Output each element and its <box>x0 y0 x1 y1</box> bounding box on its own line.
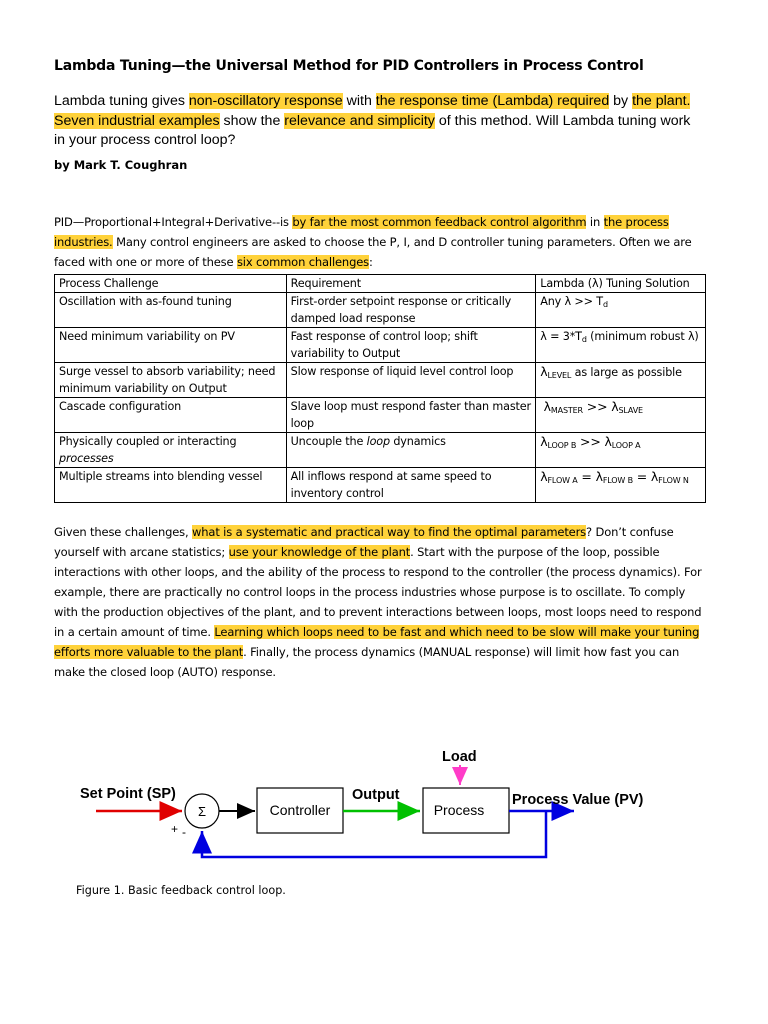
solution-subscript: FLOW A <box>547 476 578 485</box>
requirement-cell: Fast response of control loop; shift variability to Output <box>286 328 536 363</box>
intro-text-3: by <box>609 93 633 109</box>
challenges-paragraph <box>54 522 710 682</box>
table-row <box>55 433 706 468</box>
intro-text-6: of this method. Will Lambda tuning work in your process control loop? <box>54 112 691 148</box>
table-row <box>55 328 706 363</box>
intro-highlight-2: the response time (Lambda) required <box>375 93 610 109</box>
requirement-cell: All inflows respond at same speed to inventory control <box>286 468 536 503</box>
process-value-label: Process Value (PV) <box>512 792 644 808</box>
plus-sign: + <box>171 822 179 836</box>
requirement-cell: Slave loop must respond faster than master loop <box>286 398 536 433</box>
challenge-cell: Need minimum variability on PV <box>55 328 287 363</box>
solution-subscript: d <box>602 300 608 309</box>
requirement-cell: Slow response of liquid level control loop <box>286 363 536 398</box>
solution-subscript: FLOW B <box>602 476 633 485</box>
para1-text-3: Many control engineers are asked to choose the P, I, and D controller tuning parameters. Often we are faced with one or more of these <box>54 235 692 269</box>
para2-text-3: . Start with the purpose of the loop, possible interactions with other loops, and the ability of the process to respond to the controller (the process dynamics). For example, there are practically no control loops in the process industries whose purpose is to oscillate. To comply with the production objectives of the plant, and to prevent interactions between loops, most loops need to respond in a certain amount of time. <box>54 545 702 639</box>
para2-text-4: . Finally, the process dynamics (MANUAL response) will limit how fast you can make the closed loop (AUTO) response. <box>54 645 680 679</box>
table-row <box>55 363 706 398</box>
solution-subscript: MASTER <box>550 406 583 415</box>
solution-text: >> λ <box>576 434 612 449</box>
solution-subscript: LOOP B <box>547 441 577 450</box>
solution-text: = λ <box>577 469 603 484</box>
solution-cell <box>536 328 706 363</box>
feedback-loop-diagram <box>54 740 674 870</box>
requirement-text: Uncouple the <box>290 435 367 448</box>
para2-text-1: Given these challenges, <box>54 525 193 539</box>
para1-text-1: PID—Proportional+Integral+Derivative--is <box>54 215 293 229</box>
pid-paragraph <box>54 212 710 272</box>
intro-highlight-3: the plant. <box>632 93 691 109</box>
challenge-cell <box>55 433 287 468</box>
controller-label: Controller <box>269 802 331 818</box>
solution-cell <box>536 363 706 398</box>
figure-caption: Figure 1. Basic feedback control loop. <box>76 884 286 897</box>
lambda-symbol: λ <box>543 399 551 414</box>
load-label: Load <box>442 749 477 765</box>
requirement-text: dynamics <box>389 435 446 448</box>
table-row <box>55 398 706 433</box>
requirement-cell <box>286 433 536 468</box>
solution-text: (minimum robust λ) <box>586 330 699 343</box>
para2-highlight-3: Learning which loops need to be fast and which need to be slow will make your tuning efforts more valuable to the plant <box>54 625 700 659</box>
header-lambda-solution: Lambda (λ) Tuning Solution <box>536 275 706 293</box>
table-row <box>55 293 706 328</box>
table-header-row <box>55 275 706 293</box>
lambda-symbol: λ <box>540 469 548 484</box>
solution-text: >> λ <box>582 399 619 414</box>
intro-highlight-4: Seven industrial examples <box>54 112 220 129</box>
setpoint-label: Set Point (SP) <box>80 786 176 802</box>
para2-highlight-2: use your knowledge of the plant <box>228 545 411 559</box>
lambda-symbol: λ <box>540 434 548 449</box>
sum-symbol: Σ <box>197 804 207 819</box>
para1-highlight-1: by far the most common feedback control algorithm <box>292 215 587 229</box>
intro-highlight-1: non-oscillatory response <box>188 93 343 109</box>
challenge-cell: Multiple streams into blending vessel <box>55 468 287 503</box>
solution-cell <box>536 293 706 328</box>
challenge-cell: Cascade configuration <box>55 398 287 433</box>
solution-text: as large as possible <box>571 366 682 379</box>
solution-subscript: d <box>581 335 587 344</box>
solution-cell <box>536 468 706 503</box>
lambda-symbol: λ <box>540 364 548 379</box>
article-title: Lambda Tuning—the Universal Method for PID Controllers in Process Control <box>54 58 644 74</box>
para1-text-4: : <box>369 255 373 269</box>
solution-cell <box>536 433 706 468</box>
intro-highlight-5: relevance and simplicity <box>284 112 435 129</box>
author-byline: by Mark T. Coughran <box>54 158 188 172</box>
solution-text: Any λ >> T <box>540 295 603 308</box>
para1-text-2: in <box>586 215 604 229</box>
challenges-table <box>54 274 706 503</box>
requirement-italic-text: loop <box>366 435 390 448</box>
challenge-text: Physically coupled or interacting <box>59 435 237 448</box>
para2-highlight-1: what is a systematic and practical way to find the optimal parameters <box>192 525 587 539</box>
minus-sign: - <box>182 825 186 839</box>
intro-text-1: Lambda tuning gives <box>54 93 189 109</box>
requirement-cell: First-order setpoint response or critically damped load response <box>286 293 536 328</box>
challenge-cell: Oscillation with as-found tuning <box>55 293 287 328</box>
output-label: Output <box>352 787 400 803</box>
solution-subscript: LEVEL <box>547 371 572 380</box>
solution-cell <box>536 398 706 433</box>
process-label: Process <box>433 802 485 818</box>
para1-highlight-3: six common challenges <box>236 255 369 269</box>
challenge-italic-text: processes <box>59 452 114 465</box>
solution-subscript: SLAVE <box>618 406 643 415</box>
challenge-cell: Surge vessel to absorb variability; need minimum variability on Output <box>55 363 287 398</box>
para2-text-2: ? Don’t confuse yourself with arcane statistics; <box>54 525 674 559</box>
intro-text-2: with <box>342 93 376 109</box>
header-requirement: Requirement <box>286 275 536 293</box>
solution-subscript: LOOP A <box>611 441 641 450</box>
table-row <box>55 468 706 503</box>
solution-text: λ = 3*T <box>540 330 582 343</box>
intro-paragraph <box>54 92 704 151</box>
para1-highlight-2: the process industries. <box>54 215 669 249</box>
intro-text-5: show the <box>219 112 285 129</box>
solution-subscript: FLOW N <box>658 476 689 485</box>
header-process-challenge: Process Challenge <box>55 275 287 293</box>
solution-text: = λ <box>632 469 659 484</box>
